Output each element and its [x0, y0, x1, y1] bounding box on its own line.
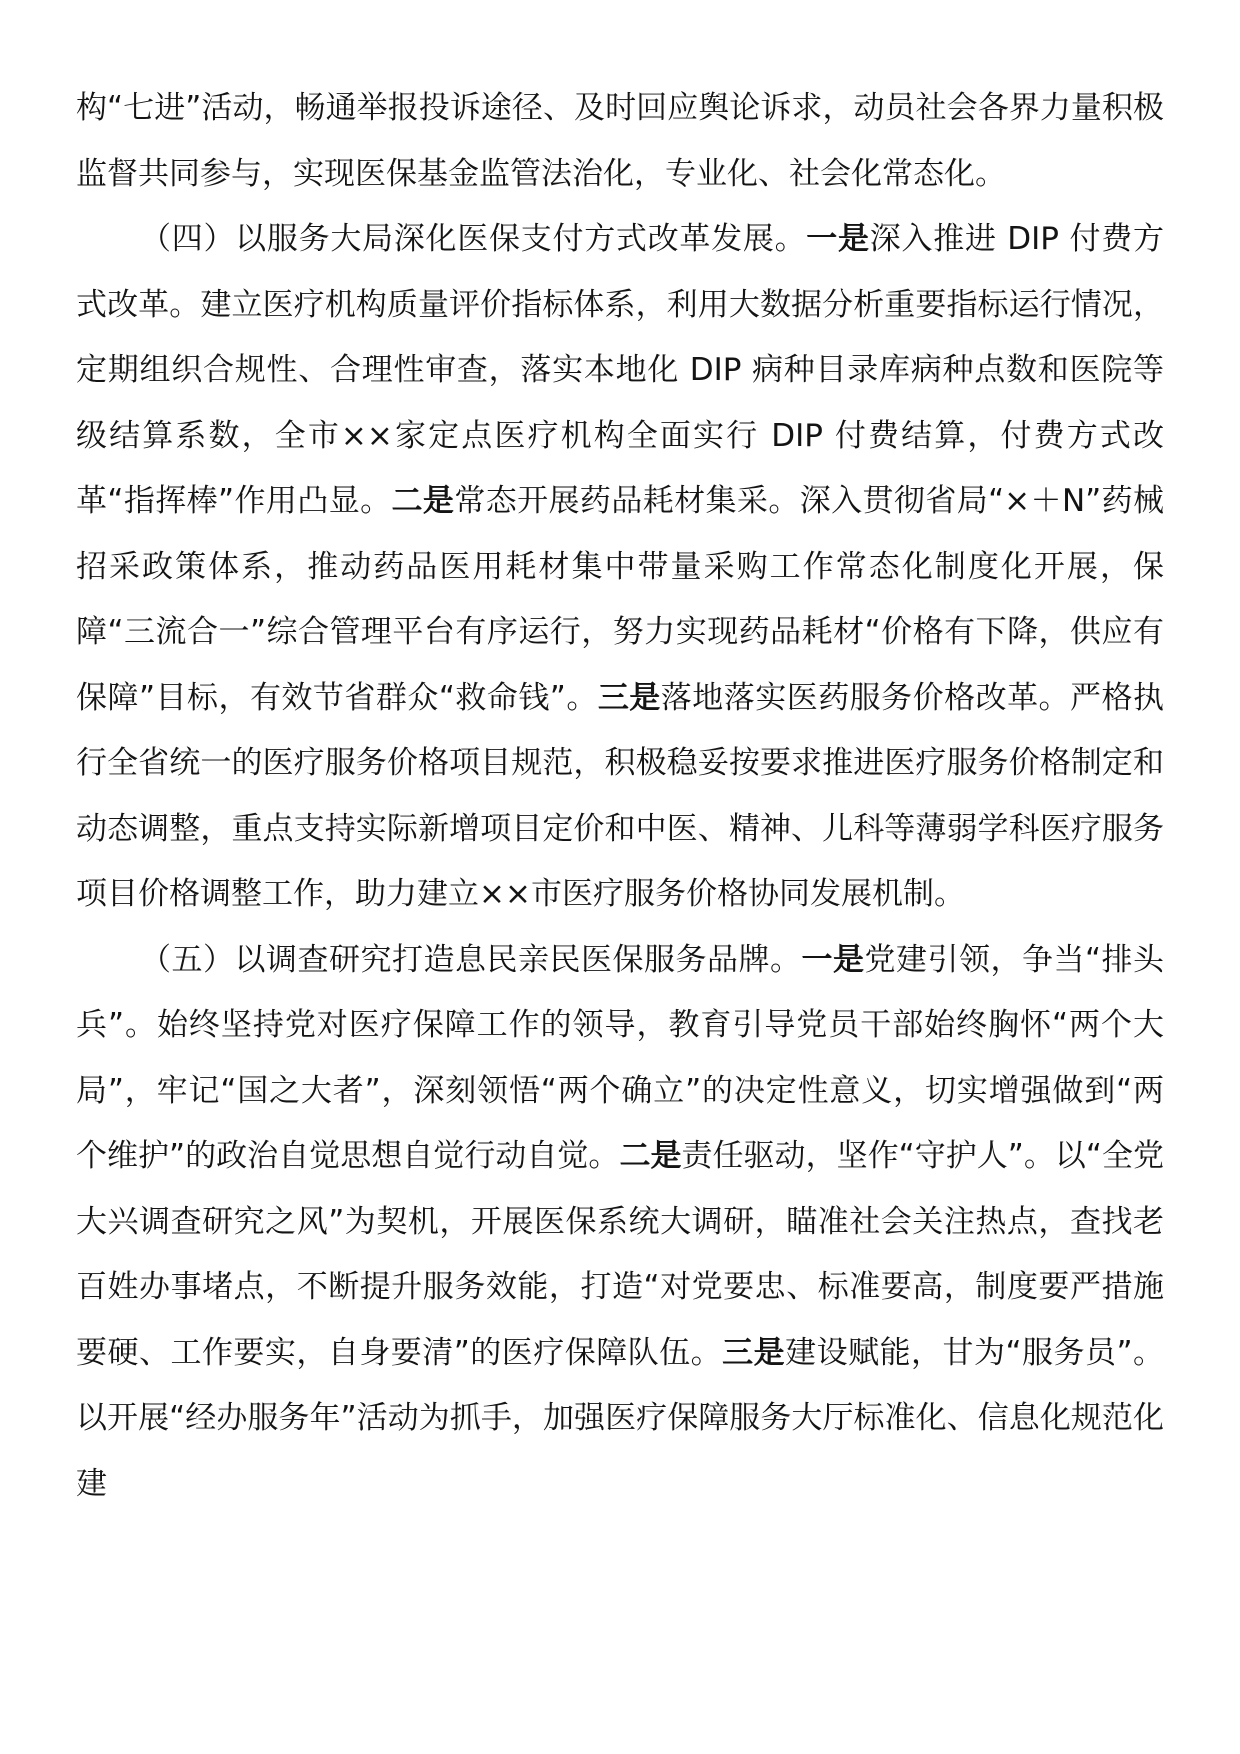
paragraph-section-4 [76, 207, 1164, 928]
paragraph-continuation [76, 76, 1164, 207]
key-point-marker: 二是 [391, 483, 455, 519]
paragraph-text: 落地落实医药服务价格改革。严格执行全省统一的医疗服务价格项目规范，积极稳妥按要求推进医疗服务价格制定和动态调整，重点支持实际新增项目定价和中医、精神、儿科等薄弱学科医疗服务项目价格调整工作，助力建立××市医疗服务价格协同发展机制。 [76, 679, 1165, 912]
paragraph-text: 构“七进”活动，畅通举报投诉途径、及时回应舆论诉求，动员社会各界力量积极监督共同参与，实现医保基金监管法治化，专业化、社会化常态化。 [76, 90, 1164, 192]
key-point-marker: 二是 [619, 1138, 682, 1174]
paragraph-text: 深入推进 DIP 付费方式改革。建立医疗机构质量评价指标体系，利用大数据分析重要指标运行情况，定期组织合规性、合理性审查，落实本地化 DIP 病种目录库病种点数和医院等级结算系数，全市××家定点医疗机构全面实行 DIP 付费结算，付费方式改革“指挥棒”作用凸显。 [76, 221, 1165, 519]
document-page [76, 76, 1164, 1517]
key-point-marker: 一是 [801, 941, 865, 978]
section-heading: （五）以调查研究打造息民亲民医保服务品牌。 [140, 941, 802, 978]
paragraph-text: 党建引领，争当“排头兵”。始终坚持党对医疗保障工作的领导，教育引导党员干部始终胸怀“两个大局”，牢记“国之大者”，深刻领悟“两个确立”的决定性意义，切实增强做到“两个维护”的政治自觉思想自觉行动自觉。 [76, 941, 1165, 1174]
paragraph-text: 建设赋能，甘为“服务员”。以开展“经办服务年”活动为抓手，加强医疗保障服务大厅标准化、信息化规范化建 [76, 1334, 1165, 1502]
paragraph-section-5 [76, 928, 1164, 1518]
key-point-marker: 一是 [806, 221, 870, 257]
section-heading: （四）以服务大局深化医保支付方式改革发展。 [140, 221, 807, 257]
key-point-marker: 三是 [722, 1334, 786, 1371]
paragraph-text: 常态开展药品耗材集采。深入贯彻省局“×＋N”药械招采政策体系，推动药品医用耗材集中带量采购工作常态化制度化开展，保障“三流合一”综合管理平台有序运行，努力实现药品耗材“价格有下降，供应有保障”目标，有效节省群众“救命钱”。 [76, 483, 1164, 716]
paragraph-text: 责任驱动，坚作“守护人”。以“全党大兴调查研究之风”为契机，开展医保系统大调研，瞄准社会关注热点，查找老百姓办事堵点，不断提升服务效能，打造“对党要忠、标准要高，制度要严措施要硬、工作要实，自身要清”的医疗保障队伍。 [76, 1138, 1164, 1371]
key-point-marker: 三是 [597, 679, 661, 716]
